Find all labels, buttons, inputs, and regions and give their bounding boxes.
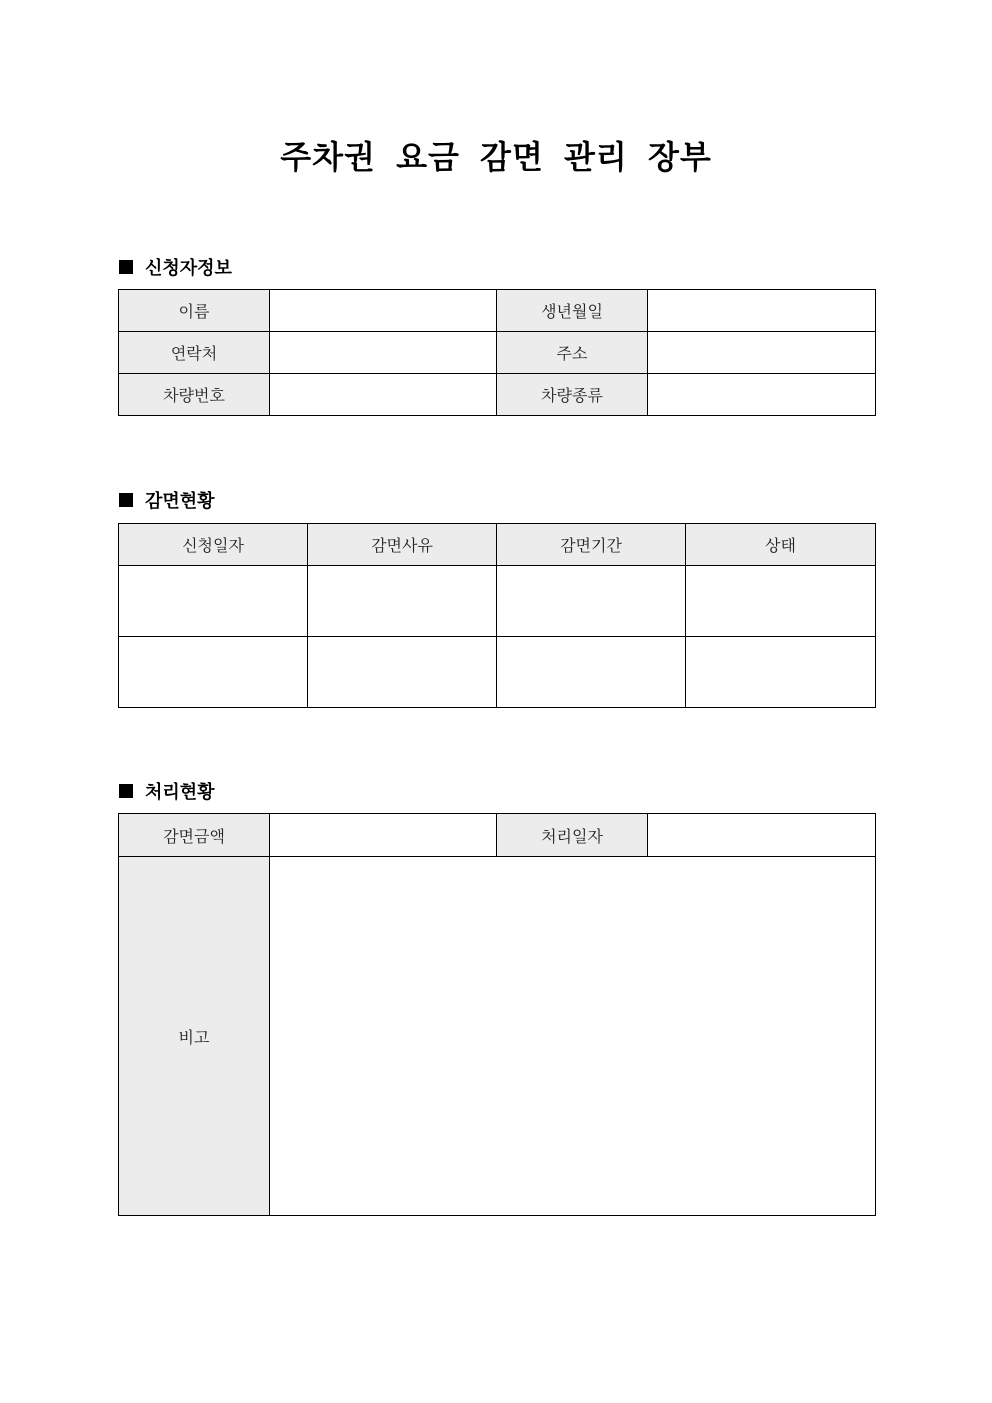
square-bullet-icon (119, 493, 133, 507)
table-row (119, 290, 876, 332)
section-heading-reduction-status (119, 487, 215, 513)
table-row (119, 566, 876, 637)
column-header-status: 상태 (686, 524, 876, 566)
label-birthdate: 생년월일 (497, 290, 648, 332)
birthdate-field[interactable] (648, 290, 876, 332)
name-field[interactable] (270, 290, 497, 332)
reduction-period-cell[interactable] (497, 566, 686, 637)
address-field[interactable] (648, 332, 876, 374)
reduction-reason-cell[interactable] (308, 637, 497, 708)
label-vehicle-type: 차량종류 (497, 374, 648, 416)
processing-date-field[interactable] (648, 814, 876, 857)
section-heading-label: 신청자정보 (145, 258, 232, 279)
table-row (119, 374, 876, 416)
label-processing-date: 처리일자 (497, 814, 648, 857)
section-heading-label: 감면현황 (145, 491, 215, 512)
status-cell[interactable] (686, 566, 876, 637)
document-title: 주차권 요금 감면 관리 장부 (280, 138, 712, 176)
table-row (119, 814, 876, 857)
column-header-reduction-period: 감면기간 (497, 524, 686, 566)
reduction-amount-field[interactable] (270, 814, 497, 857)
table-row (119, 637, 876, 708)
reduction-reason-cell[interactable] (308, 566, 497, 637)
section-heading-label: 처리현황 (145, 782, 215, 803)
contact-field[interactable] (270, 332, 497, 374)
table-row (119, 857, 876, 1216)
reduction-status-table (118, 523, 876, 708)
reduction-period-cell[interactable] (497, 637, 686, 708)
processing-status-table (118, 813, 876, 1216)
vehicle-type-field[interactable] (648, 374, 876, 416)
remarks-field[interactable] (270, 857, 876, 1216)
section-heading-applicant (119, 254, 232, 280)
square-bullet-icon (119, 784, 133, 798)
application-date-cell[interactable] (119, 637, 308, 708)
application-date-cell[interactable] (119, 566, 308, 637)
label-name: 이름 (119, 290, 270, 332)
square-bullet-icon (119, 260, 133, 274)
table-row (119, 332, 876, 374)
label-vehicle-number: 차량번호 (119, 374, 270, 416)
applicant-table (118, 289, 876, 416)
label-reduction-amount: 감면금액 (119, 814, 270, 857)
table-header-row (119, 524, 876, 566)
label-remarks: 비고 (119, 857, 270, 1216)
vehicle-number-field[interactable] (270, 374, 497, 416)
column-header-reduction-reason: 감면사유 (308, 524, 497, 566)
status-cell[interactable] (686, 637, 876, 708)
label-address: 주소 (497, 332, 648, 374)
section-heading-processing-status (119, 778, 215, 804)
column-header-application-date: 신청일자 (119, 524, 308, 566)
label-contact: 연락처 (119, 332, 270, 374)
